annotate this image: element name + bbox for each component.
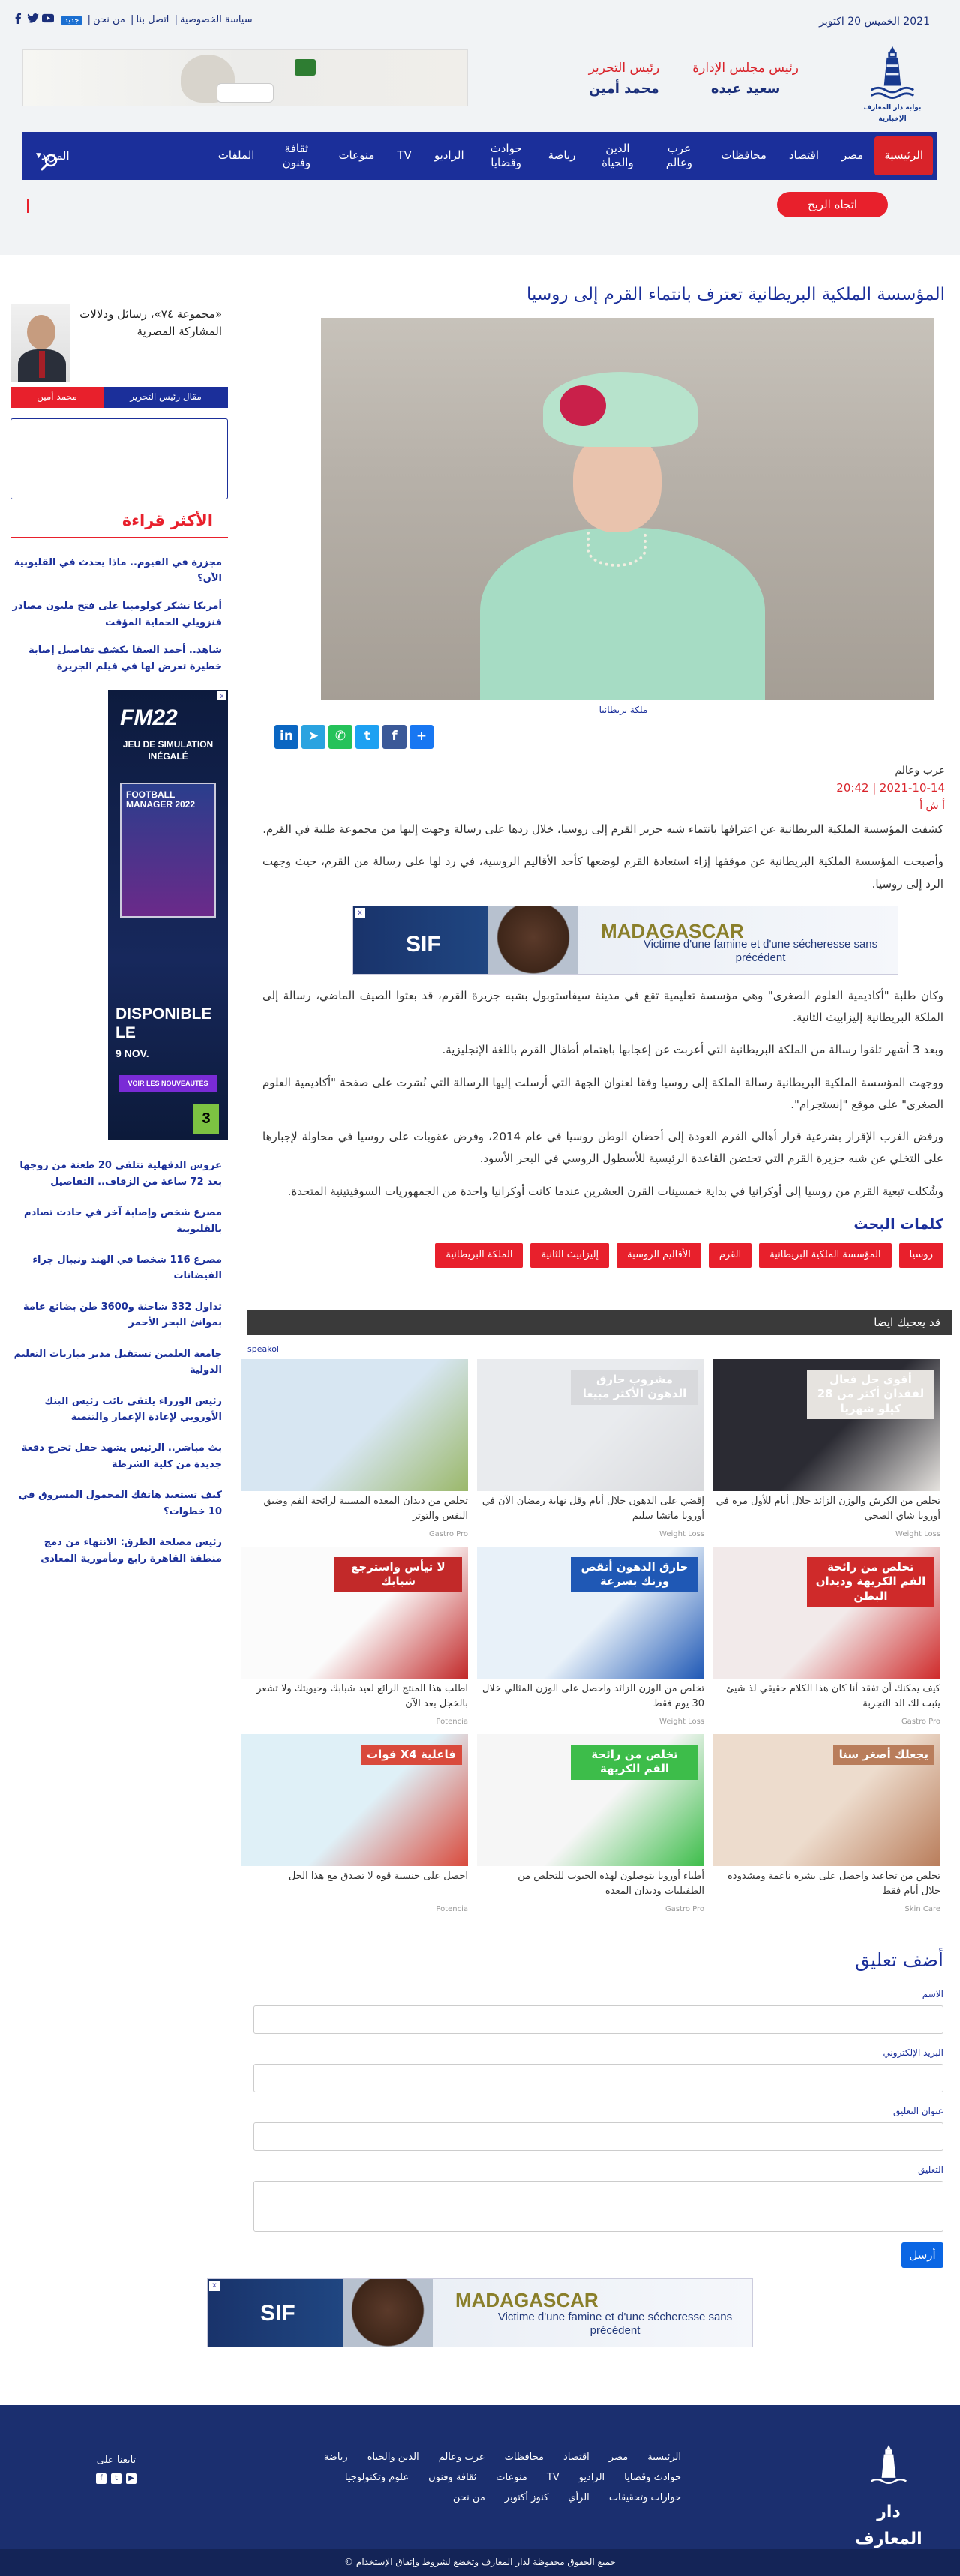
ad-release-date: 9 NOV. (116, 1047, 149, 1060)
trend-button[interactable]: اتجاه الريح (777, 192, 888, 217)
hero-pearls-shape (586, 532, 646, 567)
suggestion-badge: أقوى حل فعال لفقدان أكثر من 28 كيلو شهريا (807, 1370, 934, 1420)
suggestion-card[interactable] (713, 1734, 940, 1916)
nav-governorates[interactable]: محافظات (721, 148, 766, 163)
sidebar-news-list (10, 1150, 228, 1574)
board-chairman-role: رئيس مجلس الإدارة (692, 61, 799, 76)
facebook-icon[interactable]: f (382, 725, 406, 749)
footer-social-icons (96, 2473, 136, 2484)
article-hero-image[interactable] (321, 318, 934, 700)
news-item[interactable]: عروس الدقهلية تتلقى 20 طعنة من زوجها بعد 72 ساعة من الزفاف.. التفاصيل (20, 1160, 222, 1188)
top-links: سياسة الخصوصية| اتصل بنا| من نحن| جديد (62, 13, 253, 28)
hero-flower-shape (560, 385, 606, 426)
header-ad-banner[interactable] (22, 49, 468, 106)
suggestion-title: كيف يمكنك أن تفقد أنا كان هذا الكلام حقيقي لذ شيئ يثبت لك الد التجربة (726, 1682, 940, 1710)
chevron-down-icon: ▼ (36, 151, 41, 160)
top-bar (0, 0, 960, 43)
suggestion-card[interactable] (477, 1734, 704, 1916)
footer-nav-item[interactable]: عرب وعالم (438, 2452, 485, 2463)
article-author: أ ش أ (920, 799, 945, 812)
article-column (248, 281, 950, 2268)
news-item[interactable]: مصرع 116 شخصا في الهند ونيبال جراء الفيضانات (32, 1254, 222, 1282)
article-meta (248, 762, 950, 814)
suggestion-card[interactable] (241, 1734, 468, 1916)
suggestion-badge: فاعلية X4 قوات (361, 1745, 462, 1766)
sidebar-ad[interactable] (108, 690, 228, 1140)
keyword-tag[interactable]: الأقاليم الروسية (616, 1243, 701, 1268)
product-box-image (217, 83, 274, 103)
suggestion-badge: لا تيأس واسترجع شبابك (334, 1557, 462, 1592)
editors-block (589, 58, 799, 100)
footer-nav-item[interactable]: منوعات (496, 2471, 527, 2483)
twitter-icon[interactable]: t (356, 725, 380, 749)
submit-comment-button[interactable]: أرسل (902, 2242, 944, 2268)
footer-nav-item[interactable]: حوارات وتحقيقات (608, 2491, 681, 2503)
footer-nav-item[interactable]: محافظات (504, 2452, 544, 2463)
news-item[interactable]: كيف تستعيد هاتفك المحمول المسروق في 10 خطوات؟ (18, 1490, 222, 1517)
lighthouse-logo-icon (866, 43, 920, 101)
suggestion-source: Gastro Pro (901, 1717, 940, 1726)
most-read-item[interactable]: شاهد.. أحمد السقا يكشف تفاصيل إصابة خطيرة تعرض لها في فيلم الجزيرة (28, 645, 222, 672)
news-item[interactable]: رئيس الوزراء يلتقي نائب رئيس البنك الأوروبي لإعادة الإعمار والتنمية (44, 1395, 222, 1424)
ad-game-box (120, 783, 216, 918)
comment-subject-label: عنوان التعليق (893, 2106, 944, 2117)
meta-divider: | (868, 781, 877, 795)
editor-in-chief-role: رئيس التحرير (588, 61, 660, 76)
suggestion-thumbnail (241, 1359, 468, 1491)
suggestion-source: Weight Loss (659, 1717, 704, 1726)
ad-choices-icon[interactable]: x (209, 2281, 220, 2291)
editor-photo-head (27, 315, 56, 349)
facebook-plus-icon[interactable]: + (410, 725, 434, 749)
suggestion-thumbnail (477, 1734, 704, 1866)
facebook-icon[interactable]: f (96, 2473, 106, 2484)
site-footer (0, 2405, 960, 2576)
nav-tv[interactable]: TV (397, 148, 412, 163)
editor-article-box[interactable] (10, 304, 228, 387)
twitter-icon[interactable] (27, 12, 39, 24)
site-logo[interactable] (855, 43, 930, 124)
tab-editor-article[interactable]: مقال رئيس التحرير (104, 387, 228, 408)
suggestion-thumbnail (713, 1547, 940, 1679)
email-field[interactable] (254, 2064, 944, 2092)
keywords-list (248, 1243, 950, 1268)
most-read-title: الأكثر قراءة (10, 508, 228, 538)
ad-brand: SIF (406, 931, 441, 957)
suggestion-badge: يجعلك أصغر سنا (833, 1745, 934, 1766)
suggestion-thumbnail (713, 1359, 940, 1491)
suggestions-header: قد يعجبك ايضا (248, 1310, 952, 1335)
suggestion-thumbnail (241, 1547, 468, 1679)
editor-article-headline[interactable]: «مجموعة ٧٤»، رسائل ودلالات المشاركة المصرية (80, 307, 222, 338)
follow-label: تابعنا على (96, 2455, 136, 2466)
suggestion-source: Skin Care (904, 1904, 940, 1913)
news-ticker-marker (27, 199, 28, 213)
suggestion-card[interactable] (241, 1547, 468, 1728)
suggestion-card[interactable] (477, 1547, 704, 1728)
search-icon[interactable] (39, 152, 60, 173)
share-buttons (248, 725, 950, 749)
telegram-icon[interactable]: ➤ (302, 725, 326, 749)
inline-ad-banner[interactable] (352, 906, 898, 975)
lighthouse-logo-icon (866, 2443, 911, 2491)
ad-available: DISPONIBLE LE (116, 1005, 212, 1042)
article-body (248, 814, 950, 1203)
keyword-tag[interactable]: إليزابيث الثانية (530, 1243, 609, 1268)
main-navigation (22, 132, 938, 180)
ad-rating: 3 (194, 1104, 219, 1134)
nav-home[interactable]: الرئيسية (874, 136, 933, 175)
editor-photo-tie (39, 351, 45, 378)
footer-follow (96, 2453, 136, 2484)
suggestions-grid (248, 1359, 950, 1916)
suggestion-thumbnail (477, 1359, 704, 1491)
speakol-brand[interactable]: speakol (248, 1344, 279, 1355)
nav-culture-arts[interactable]: ثقافة وفنون (282, 141, 311, 169)
ad-choices-icon[interactable]: x (218, 691, 226, 700)
site-header (0, 0, 960, 255)
article-paragraph: وبعد 3 أشهر تلقوا رسالة من الملكة البريطانية التي أعربت عن إعجابها باهتمام أطفال القرم باللغة الإنجليزية. (442, 1043, 944, 1057)
social-icons (12, 12, 54, 24)
suggestion-thumbnail (241, 1734, 468, 1866)
news-item[interactable]: بث مباشر.. الرئيس يشهد حفل تخرج دفعة جديدة من كلية الشرطة (21, 1442, 222, 1470)
current-date: 2021 الخميس 20 اكتوبر (819, 16, 930, 28)
ad-child-image (343, 2279, 433, 2347)
suggestion-card[interactable] (713, 1547, 940, 1728)
footer-nav-item[interactable]: الدين والحياة (367, 2452, 419, 2463)
suggestion-title: تخلص من تجاعيد واحصل على بشرة ناعمة ومشدودة خلال أيام فقط (727, 1870, 940, 1898)
logo-caption: بوابة دار المعارف الإخبارية (863, 104, 922, 123)
editor-tabs (10, 387, 228, 408)
suggestion-source: Weight Loss (659, 1529, 704, 1538)
suggestion-badge: تخلص من رائحة الفم الكريهة (571, 1745, 698, 1780)
article-paragraph: وشُكلت تبعية القرم من روسيا إلى أوكرانيا في بداية خمسينات القرن العشرين عندما كانت أوكرانيا واحدة من الجمهوريات السوفيتينية المتحدة. (287, 1184, 944, 1198)
ad-brand: SIF (260, 2301, 296, 2326)
suggestion-card[interactable] (241, 1359, 468, 1541)
contact-link[interactable]: اتصل بنا (136, 14, 170, 25)
keyword-tag[interactable]: الملكة البريطانية (435, 1243, 523, 1268)
suggestion-source: Gastro Pro (428, 1529, 468, 1538)
nav-spacer (77, 132, 207, 180)
suggestion-card[interactable] (713, 1359, 940, 1541)
footer-nav-item[interactable]: TV (546, 2471, 560, 2483)
suggestion-badge: تخلص من رائحة الفم الكريهة وديدان البطن (807, 1557, 934, 1607)
nav-more-label: المزيد (40, 149, 70, 163)
suggestion-title: اطلب هذا المنتج الرائع لعيد شبابك وحيويتك ولا تشعر بالخجل بعد الآن (256, 1682, 468, 1710)
tab-editor-name[interactable]: محمد أمين (10, 387, 104, 408)
youtube-icon[interactable] (42, 12, 54, 24)
nav-accidents[interactable]: حوادث وقضايا (490, 141, 522, 169)
footer-nav (261, 2450, 681, 2506)
suggestion-title: تخلص من الوزن الزائد واحصل على الوزن المثالي خلال 30 يوم فقط (482, 1682, 704, 1710)
comment-title: أضف تعليق (855, 1948, 944, 1971)
ad-subline: Victime d'une famine et d'une sécheresse sans précédent (643, 937, 878, 964)
article-paragraph: ووجهت المؤسسة الملكية البريطانية رسالة الملكة إلى روسيا وفقا لعنوان الجهة التي أرسلت إليها الرسالة التي نُشرت على صفحة "أكاديمية العلوم الصغرى" على موقع "إنستجرام". (262, 1075, 944, 1111)
ad-game-name: FOOTBALL MANAGER 2022 (126, 789, 196, 810)
footer-nav-item[interactable]: من نحن (452, 2491, 485, 2503)
board-chairman (692, 58, 799, 100)
suggestion-title: إقضي على الدهون خلال أيام وقل نهاية رمضان الآن في أوروبا ماتشا سليم (482, 1495, 704, 1523)
ad-choices-icon[interactable]: x (355, 908, 365, 918)
footer-nav-item[interactable]: كنوز أكتوبر (504, 2491, 549, 2503)
suggestion-card[interactable] (477, 1359, 704, 1541)
footer-nav-item[interactable]: رياضة (323, 2452, 348, 2463)
ad-headline: MADAGASCAR (455, 2289, 598, 2311)
footer-nav-item[interactable]: مصر (608, 2452, 628, 2463)
name-label: الاسم (922, 1988, 944, 1999)
nav-religion-life[interactable]: الدين والحياة (602, 141, 634, 169)
suggestion-source: Weight Loss (896, 1529, 940, 1538)
comment-form (248, 1945, 950, 2269)
comment-label: التعليق (917, 2164, 944, 2176)
suggestion-source: Potencia (436, 1717, 468, 1726)
sidebar (10, 304, 228, 1574)
ad-cta[interactable]: VOIR LES NOUVEAUTÉS (118, 1075, 218, 1092)
youtube-icon[interactable]: ▶ (126, 2473, 136, 2484)
ad-subline: Victime d'une famine et d'une sécheresse sans précédent (497, 2311, 733, 2337)
about-link[interactable]: من نحن (93, 14, 125, 25)
comment-textarea[interactable] (254, 2181, 944, 2232)
comment-subject-field[interactable] (254, 2122, 944, 2151)
facebook-icon[interactable] (12, 12, 24, 24)
suggestion-title: احصل على جنسية قوة لا تصدق مع هذا الحل (288, 1870, 468, 1882)
suggestion-title: تخلص من ديدان المعدة المسببة لرائحة الفم وضيق النفس والتوتر (263, 1495, 468, 1523)
suggestion-title: أطباء أوروبا يتوصلون لهذه الحبوب للتخلص من الطفيليات وديدان المعدة (518, 1870, 704, 1898)
article-paragraph: وكان طلبة "أكاديمية العلوم الصغرى" وهي مؤسسة تعليمية تقع في مدينة سيفاستوبول بشبه جزيرة القرم، قد بعثوا الصيف الماضي، رسالة إلى الملكة البريطانية إليزابيث الثانية. (262, 988, 944, 1025)
image-caption: ملكة بريطانيا (598, 704, 648, 715)
copyright: جميع الحقوق محفوظة لدار المعارف وتخضع لشروط وإتفاق الإستخدام © (0, 2549, 960, 2576)
new-badge[interactable]: جديد (62, 16, 82, 25)
keyword-tag[interactable]: القرم (709, 1243, 752, 1268)
news-item[interactable]: تداول 332 شاحنة و3600 طن بضائع عامة بموانئ البحر الأحمر (23, 1301, 222, 1329)
suggestion-thumbnail (477, 1547, 704, 1679)
bottom-ad-banner[interactable] (207, 2278, 753, 2347)
email-label: البريد الإلكتروني (883, 2047, 944, 2058)
suggestion-source: Gastro Pro (664, 1904, 704, 1913)
board-chairman-name: سعيد عبده (710, 81, 781, 97)
ad-game-title: FM22 (120, 705, 178, 731)
nav-radio[interactable]: الراديو (434, 148, 464, 163)
nav-sports[interactable]: رياضة (548, 148, 576, 163)
sidebar-empty-widget (10, 418, 228, 499)
footer-logo[interactable] (848, 2443, 930, 2565)
linkedin-icon[interactable]: in (274, 725, 298, 749)
editor-photo (10, 304, 70, 382)
footer-nav-item[interactable]: الرئيسية (647, 2452, 681, 2463)
article-section[interactable]: عرب وعالم (895, 764, 945, 777)
article-paragraph: كشفت المؤسسة الملكية البريطانية عن اعترافها بانتماء شبه جزير القرم إلى روسيا، خلال ردها على رسالة وجهت إليها من مجموعة طلبة في القرم. (262, 822, 944, 837)
ad-tagline: JEU DE SIMULATION INÉGALÉ (122, 739, 214, 762)
suggestion-thumbnail (713, 1734, 940, 1866)
ad-brand-logo (295, 59, 316, 76)
name-field[interactable] (254, 2005, 944, 2034)
footer-nav-item[interactable]: حوادث وقضايا (624, 2471, 681, 2483)
suggestion-badge: حارق الدهون أنقص وزنك بسرعة (571, 1557, 698, 1592)
suggestion-title: تخلص من الكرش والوزن الزائد خلال أيام للأول مرة في أوروبا شاي الصحي (716, 1495, 940, 1523)
privacy-link[interactable]: سياسة الخصوصية (179, 14, 253, 25)
suggestion-source: Potencia (436, 1904, 468, 1913)
nav-arab-world[interactable]: عرب وعالم (665, 141, 693, 169)
suggestion-badge: مشروب حارق الدهون الأكثر مبيعا (571, 1370, 698, 1405)
footer-nav-item[interactable]: الراديو (578, 2471, 605, 2483)
footer-nav-item[interactable]: علوم وتكنولوجيا (344, 2471, 410, 2483)
most-read-item[interactable]: مجزرة في الفيوم.. ماذا يحدث في القليوبية الآن؟ (14, 556, 222, 585)
ad-headline: MADAGASCAR (601, 919, 744, 942)
nav-files[interactable]: الملفات (218, 148, 255, 163)
news-item[interactable]: جامعة العلمين تستقبل مدير مباريات التعليم الدولية (14, 1348, 222, 1376)
editor-in-chief-name: محمد أمين (589, 81, 659, 97)
article-paragraph: وأصبحت المؤسسة الملكية البريطانية عن موقفها إزاء استعادة القرم لوضعها كأحد الأقاليم الروسية، في رد لها على رسالة من القرم، حيث وجهت الرد إلى روسيا. (262, 855, 944, 891)
news-item[interactable]: مصرع شخص وإصابة آخر في حادث تصادم بالقليوبية (24, 1207, 222, 1235)
whatsapp-icon[interactable]: ✆ (328, 725, 352, 749)
article-time: 20:42 (836, 781, 869, 795)
footer-nav-item[interactable]: ثقافة وفنون (428, 2471, 477, 2483)
nav-economy[interactable]: اقتصاد (788, 148, 819, 163)
ad-child-image (488, 906, 578, 975)
most-read-item[interactable]: أمريكا تشكر كولومبيا على فتح مليون مصادر فنزويلي الحماية المؤقت (12, 601, 222, 628)
most-read-list (10, 549, 228, 681)
footer-nav-item[interactable]: اقتصاد (563, 2452, 590, 2463)
article-title: المؤسسة الملكية البريطانية تعترف بانتماء القرم إلى روسيا (526, 285, 945, 304)
nav-variety[interactable]: منوعات (338, 148, 375, 163)
editor-in-chief (589, 58, 660, 100)
twitter-icon[interactable]: t (111, 2473, 122, 2484)
footer-nav-item[interactable]: الرأي (568, 2491, 590, 2503)
article-date: 2021-10-14 (879, 781, 945, 795)
keyword-tag[interactable]: المؤسسة الملكية البريطانية (759, 1243, 891, 1268)
keywords-title: كلمات البحث (854, 1215, 944, 1233)
news-item[interactable]: رئيس مصلحة الطرق: الانتهاء من دمج منطقة القاهرة رابع ومأمورية المعادى (40, 1537, 222, 1565)
footer-brand-name: دار المعارف (855, 2503, 922, 2548)
keyword-tag[interactable]: روسيا (899, 1243, 944, 1268)
article-paragraph: ورفض الغرب الإقرار بشرعية قرار أهالي القرم العودة إلى أحضان الوطن روسيا في عام 2014، وفرض عقوبات على روسيا في محاولة لإجبارها على التخلي عن شبه جزيرة القرم التي تحتضن القاعدة الرئيسية للأسطول الروسي في البحر الأسود. (262, 1130, 944, 1166)
hero-face-shape (573, 432, 662, 532)
nav-egypt[interactable]: مصر (842, 148, 864, 163)
